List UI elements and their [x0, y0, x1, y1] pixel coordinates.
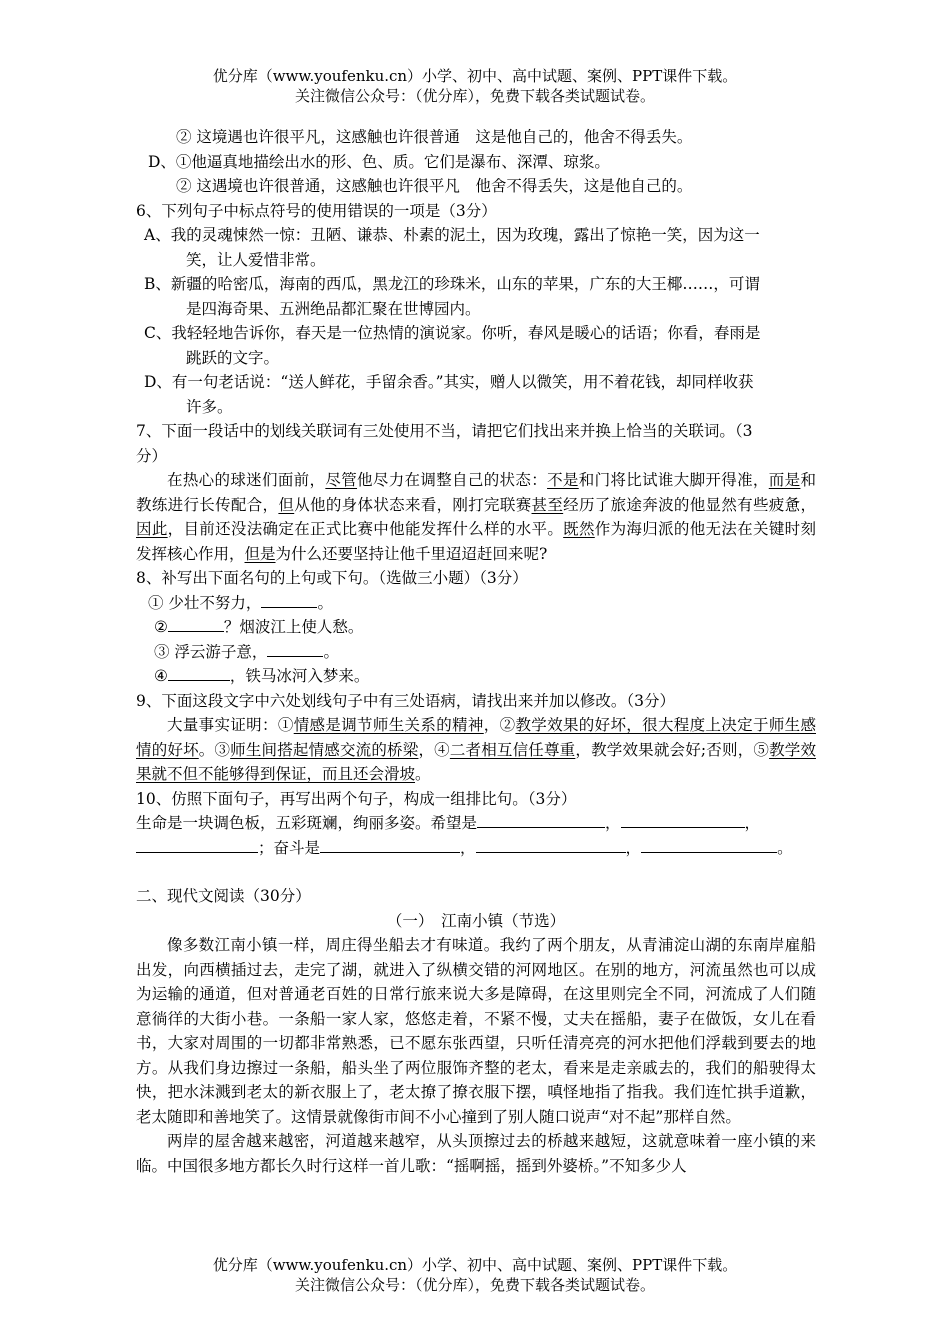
q8-blank-2[interactable] — [168, 615, 224, 632]
q7-underline-2: 不是 — [547, 471, 579, 489]
footer-line-2: 关注微信公众号：（优分库），免费下载各类试题试卷。 — [294, 1276, 655, 1294]
header-line-2: 关注微信公众号：（优分库），免费下载各类试题试卷。 — [294, 87, 655, 105]
q7-underline-7: 既然 — [563, 520, 595, 538]
q6-option-c-cont: 跳跃的文字。 — [186, 348, 280, 367]
q8-blank-1[interactable] — [261, 591, 317, 608]
reading-paragraph-1: 像多数江南小镇一样，周庄得坐船去才有味道。我约了两个朋友，从青浦淀山湖的东南岸雇船出发，向西横插过去，走完了湖，就进入了纵横交错的河网地区。在别的地方，河流虽然也可以成为运输的通道，但对普通老百姓的日常行旅来说大多是障碍，在这里则完全不同，河流成了人们随意徜徉的大街小巷。一条船一家人家，悠悠走着，不紧不慢，丈夫在摇船，妻子在做饭，女儿在看书，大家对周围的一切都非常熟悉，已不愿东张西望，只听任清亮亮的河水把他们浮载到要去的地方。从我们身边擦过一条船，船头坐了两位服饰齐整的老太，看来是走亲戚去的，我们的船驶得太快，把水沫溅到老太的新衣服上了，老太撩了撩衣服下摆，嗔怪地指了指我。我们连忙拱手道歉，老太随即和善地笑了。这情景就像街市间不小心撞到了别人随口说声“对不起”那样自然。 — [136, 936, 816, 1126]
q7-underline-5: 甚至 — [531, 495, 564, 514]
q6-option-b-cont: 是四海奇果、五洲绝品都汇聚在世博园内。 — [186, 299, 481, 318]
q10-blank-1[interactable] — [477, 811, 605, 828]
q9-sentence-2: 教学效果的好坏，很大程度上决定于师生感情的好坏 — [136, 716, 816, 759]
q8-stem: 8、补写出下面名句的上句或下句。（选做三小题）（3分） — [136, 569, 528, 587]
q9-sentence-5: 教学效果就不但不能够得到保证，而且还会滑坡 — [136, 740, 816, 783]
q6-stem: 6、下列句子中标点符号的使用错误的一项是（3分） — [136, 201, 497, 220]
header-line-1: 优分库（www.youfenku.cn）小学、初中、高中试题、案例、PPT课件下载。 — [212, 67, 738, 85]
q7-underline-4: 但 — [278, 495, 295, 514]
q8-item-4: ④ ，铁马冰河入梦来。 — [136, 664, 816, 689]
q10-line-2: ；奋斗是 ， ， 。 — [136, 836, 816, 861]
document-body — [136, 125, 816, 1178]
q10-stem: 10、仿照下面句子，再写出两个句子，构成一组排比句。（3分） — [136, 789, 577, 808]
q6-option-c: C、我轻轻地告诉你，春天是一位热情的演说家。你听，春风是暖心的话语；你看，春雨是 — [144, 324, 761, 342]
q9-passage: 大量事实证明：①情感是调节师生关系的精神，②教学效果的好坏，很大程度上决定于师生感情的好坏。③师生间搭起情感交流的桥梁，④二者相互信任尊重，教学效果就会好;否则，⑤教学效果就不但不能够得到保证，而且还会滑坡。 — [136, 716, 816, 783]
q9-stem: 9、下面这段文字中六处划线句子中有三处语病，请找出来并加以修改。（3分） — [136, 691, 675, 710]
q10-blank-4[interactable] — [320, 836, 460, 853]
q7-underline-3: 而是 — [768, 471, 801, 489]
q6-option-d-cont: 许多。 — [186, 397, 233, 416]
q10-blank-5[interactable] — [476, 836, 626, 853]
q7-underline-8: 但是 — [244, 544, 276, 563]
q9-sentence-3: 师生间搭起情感交流的桥梁 — [230, 740, 419, 759]
q9-sentence-1: 情感是调节师生关系的精神 — [293, 716, 484, 734]
q6-option-a: A、我的灵魂悚然一惊：丑陋、谦恭、朴素的泥土，因为玫瑰，露出了惊艳一笑，因为这一 — [144, 226, 760, 244]
page-footer — [0, 1255, 950, 1295]
q7-underline-6: 因此 — [136, 520, 168, 538]
q10-blank-2[interactable] — [621, 811, 745, 828]
q5-option-c-line2: ② 这境遇也许很平凡，这感触也许很普通 这是他自己的，他舍不得丢失。 — [176, 128, 693, 146]
q8-blank-3[interactable] — [267, 640, 323, 657]
section-2-title: 二、现代文阅读（30分） — [136, 887, 311, 905]
q7-passage: 在热心的球迷们面前，尽管他尽力在调整自己的状态：不是和门将比试谁大脚开得准，而是和教练进行长传配合，但从他的身体状态来看，刚打完联赛甚至经历了旅途奔波的他显然有些疲惫，因此，目前还没法确定在正式比赛中他能发挥什么样的水平。既然作为海归派的他无法在关键时刻发挥核心作用，但是为什么还要坚持让他千里迢迢赶回来呢? — [136, 471, 816, 563]
q8-item-2: ② ？烟波江上使人愁。 — [136, 615, 816, 640]
q9-sentence-4: 二者相互信任尊重 — [449, 740, 576, 759]
reading-title: （一） 江南小镇（节选） — [386, 911, 566, 930]
q8-blank-4[interactable] — [168, 664, 230, 681]
q7-stem: 7、下面一段话中的划线关联词有三处使用不当，请把它们找出来并换上恰当的关联词。（3 — [136, 422, 753, 440]
page-header — [0, 66, 950, 106]
q8-item-1: ① 少壮不努力， 。 — [136, 591, 816, 616]
q5-option-d-line2: ② 这遇境也许很普通，这感触也许很平凡 他舍不得丢失，这是他自己的。 — [176, 177, 693, 195]
q8-item-3: ③ 浮云游子意， 。 — [136, 640, 816, 665]
footer-line-1: 优分库（www.youfenku.cn）小学、初中、高中试题、案例、PPT课件下载。 — [212, 1256, 738, 1274]
q7-stem-cont: 分） — [136, 446, 168, 465]
q6-option-d: D、有一句老话说：“送人鲜花，手留余香。”其实，赠人以微笑，用不着花钱，却同样收获 — [144, 373, 754, 391]
q10-blank-3[interactable] — [136, 836, 258, 853]
reading-paragraph-2: 两岸的屋舍越来越密，河道越来越窄，从头顶擦过去的桥越来越短，这就意味着一座小镇的来临。中国很多地方都长久时行这样一首儿歌：“摇啊摇，摇到外婆桥。”不知多少人 — [136, 1132, 816, 1175]
q6-option-a-cont: 笑，让人爱惜非常。 — [186, 250, 326, 269]
q10-blank-6[interactable] — [641, 836, 777, 853]
q10-line-1: 生命是一块调色板，五彩斑斓，绚丽多姿。希望是 ， ， — [136, 811, 816, 836]
q5-option-d-line1: D、①他逼真地描绘出水的形、色、质。它们是瀑布、深潭、琼浆。 — [148, 152, 610, 171]
spacer — [136, 860, 816, 884]
q6-option-b: B、新疆的哈密瓜，海南的西瓜，黑龙江的珍珠米，山东的苹果，广东的大王椰……，可谓 — [144, 275, 760, 293]
q7-underline-1: 尽管 — [325, 471, 358, 489]
